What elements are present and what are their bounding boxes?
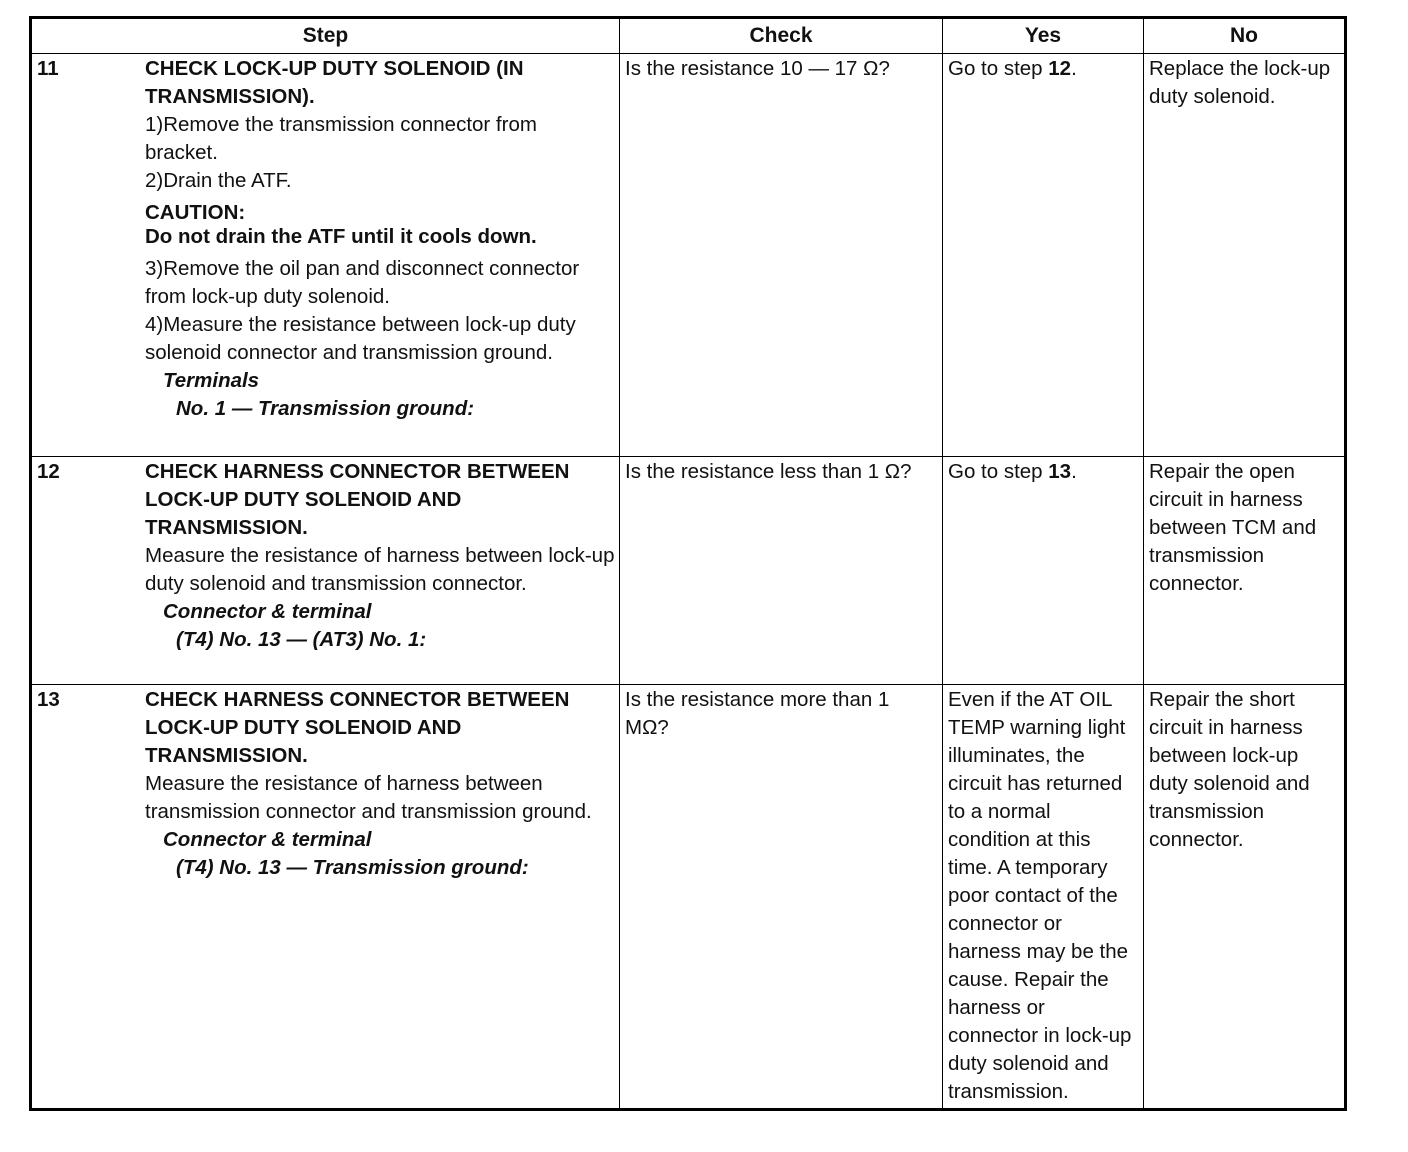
caution-label: CAUTION:	[145, 201, 246, 224]
step-instruction: 3)Remove the oil pan and disconnect connector from lock-up duty solenoid.	[145, 257, 580, 308]
connector-terminal-value: (T4) No. 13 — (AT3) No. 1:	[176, 628, 427, 651]
table-row-step-11	[31, 54, 1346, 457]
step-title: CHECK HARNESS CONNECTOR BETWEEN LOCK-UP DUTY SOLENOID AND TRANSMISSION.	[145, 688, 570, 767]
header-step: Step	[31, 18, 620, 54]
step-instruction: 1)Remove the transmission connector from bracket.	[145, 113, 537, 164]
header-no: No	[1144, 18, 1346, 54]
step-cell	[31, 685, 620, 1110]
step-title: CHECK LOCK-UP DUTY SOLENOID (IN TRANSMISSION).	[145, 57, 524, 108]
yes-prefix: Go to step	[948, 460, 1049, 483]
step-cell	[31, 54, 620, 457]
check-cell: Is the resistance less than 1 Ω?	[620, 457, 943, 685]
step-number: 12	[37, 460, 60, 483]
no-cell: Replace the lock-up duty solenoid.	[1144, 54, 1346, 457]
check-cell: Is the resistance more than 1 MΩ?	[620, 685, 943, 1110]
connector-terminal-label: Connector & terminal	[163, 600, 372, 623]
yes-prefix: Go to step	[948, 57, 1049, 80]
step-instruction: 2)Drain the ATF.	[145, 169, 292, 192]
yes-suffix: .	[1071, 57, 1077, 80]
terminal-label: Terminals	[163, 369, 260, 392]
step-instruction: Measure the resistance of harness between transmission connector and transmission ground.	[145, 772, 592, 823]
yes-suffix: .	[1071, 460, 1077, 483]
no-cell: Repair the open circuit in harness between TCM and transmission connector.	[1144, 457, 1346, 685]
step-cell	[31, 457, 620, 685]
no-cell: Repair the short circuit in harness between lock-up duty solenoid and transmission connector.	[1144, 685, 1346, 1110]
caution-text: Do not drain the ATF until it cools down.	[145, 225, 537, 248]
yes-step-ref: 12	[1048, 57, 1072, 80]
table-row-step-13	[31, 685, 1346, 1110]
yes-step-ref: 13	[1048, 460, 1072, 483]
terminal-value: No. 1 — Transmission ground:	[176, 397, 475, 420]
connector-terminal-value: (T4) No. 13 — Transmission ground:	[176, 856, 529, 879]
step-instruction: Measure the resistance of harness between lock-up duty solenoid and transmission connector.	[145, 544, 615, 595]
yes-cell: Even if the AT OIL TEMP warning light illuminates, the circuit has returned to a normal condition at this time. A temporary poor contact of the connector or harness may be the cause. Repair the harness or connector in lock-up duty solenoid and transmission.	[943, 685, 1144, 1110]
step-body	[145, 686, 615, 882]
step-title: CHECK HARNESS CONNECTOR BETWEEN LOCK-UP DUTY SOLENOID AND TRANSMISSION.	[145, 460, 570, 539]
header-yes: Yes	[943, 18, 1144, 54]
check-cell: Is the resistance 10 — 17 Ω?	[620, 54, 943, 457]
step-number: 13	[37, 688, 60, 711]
connector-terminal-label: Connector & terminal	[163, 828, 372, 851]
caution-note	[145, 201, 615, 249]
step-instruction: 4)Measure the resistance between lock-up duty solenoid connector and transmission ground.	[145, 313, 576, 364]
yes-cell	[943, 54, 1144, 457]
step-body	[145, 55, 615, 423]
yes-cell	[943, 457, 1144, 685]
step-body	[145, 458, 615, 654]
table-header-row	[31, 18, 1346, 54]
table-row-step-12	[31, 457, 1346, 685]
header-check: Check	[620, 18, 943, 54]
diagnostic-procedure-table	[29, 16, 1347, 1111]
step-number: 11	[37, 57, 59, 80]
